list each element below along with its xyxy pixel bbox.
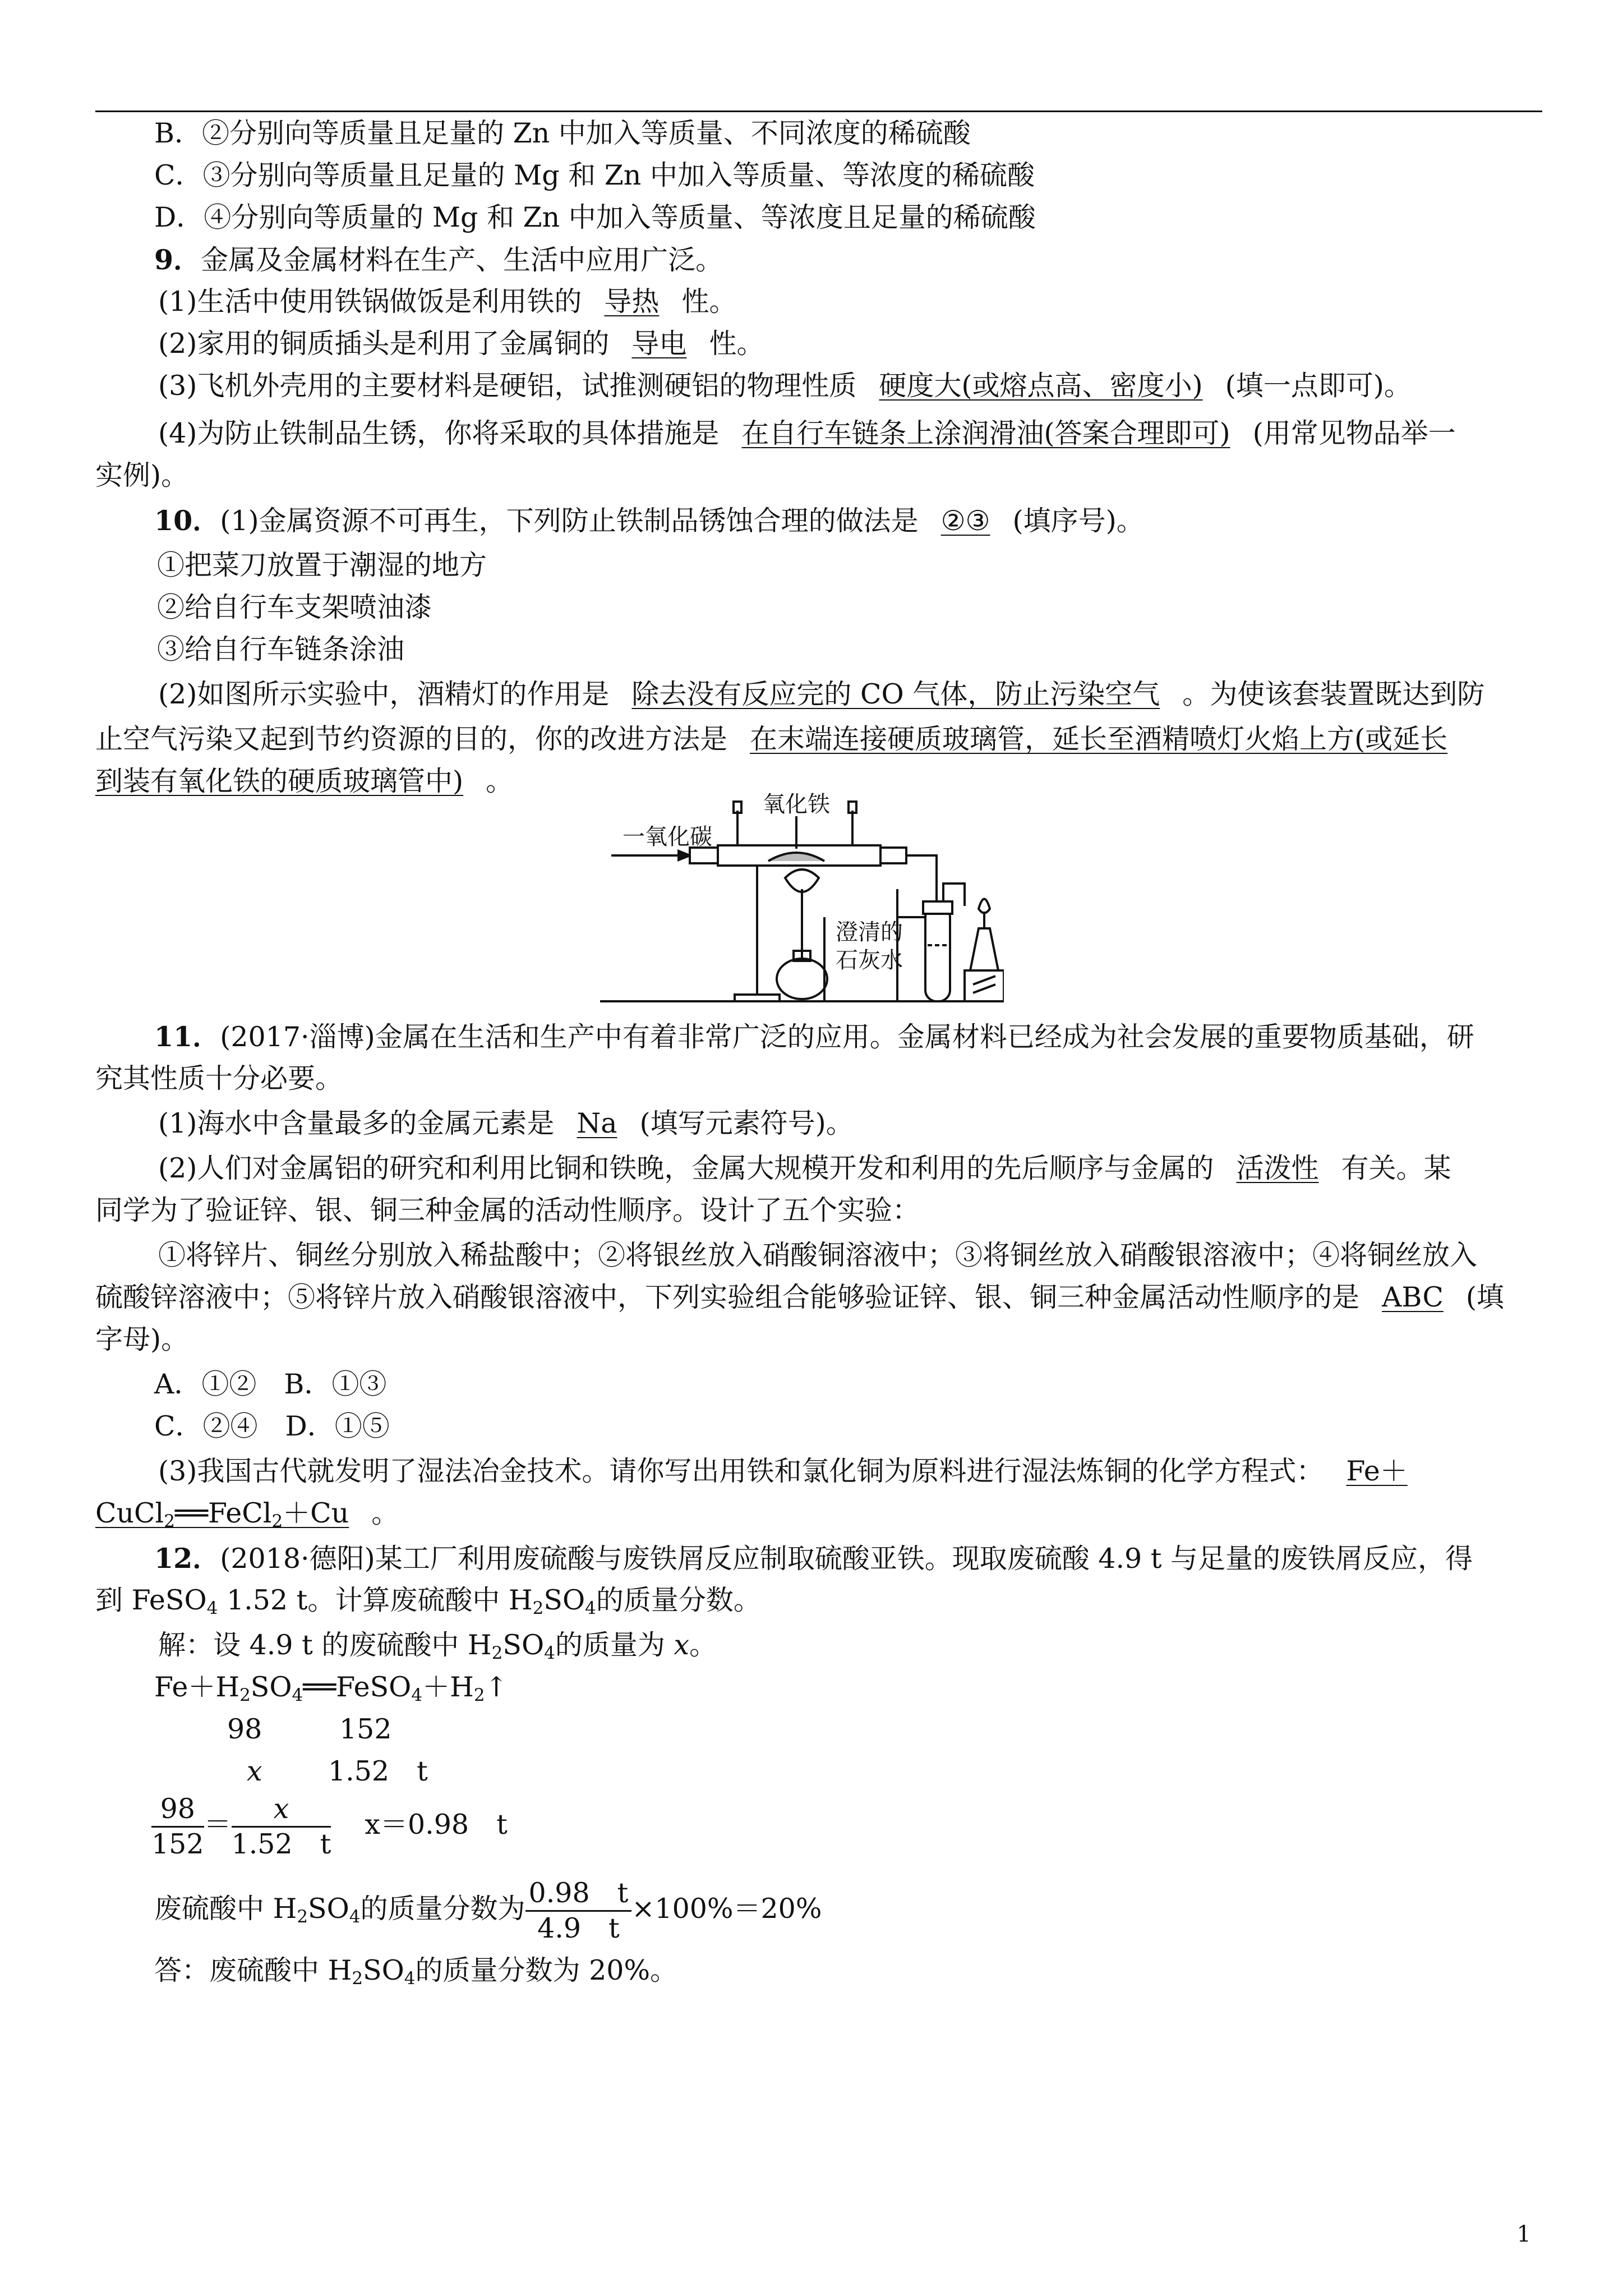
q9-part1-text: (1)生活中使用铁锅做饭是利用铁的 (158, 286, 582, 318)
q12-stem-text: (2018·德阳)某工厂利用废硫酸与废铁屑反应制取硫酸亚铁。现取废硫酸 4.9 t 与足量的废铁屑反应，得 (220, 1543, 1473, 1575)
q11-part2-line5: 字母)。 (95, 1323, 189, 1355)
q10-part2-answer2b: 到装有氧化铁的硬质玻璃管中) (95, 765, 464, 797)
q10-part2-end: 。 (486, 765, 514, 797)
q10-part2-line3 (95, 765, 513, 798)
q10-option-1: ①把菜刀放置于潮湿的地方 (157, 549, 487, 581)
q11-part1-tail: (填写元素符号)。 (639, 1107, 854, 1139)
q9-part2-text: (2)家用的铜质插头是利用了金属铜的 (158, 328, 610, 360)
page-number: 1 (1516, 2221, 1531, 2247)
q11-part2-text: (2)人们对金属铝的研究和利用比铜和铁晚，金属大规模开发和利用的先后顺序与金属的 (158, 1152, 1214, 1184)
q11-part2-line4 (95, 1281, 1504, 1314)
q10-part1-text: (1)金属资源不可再生，下列防止铁制品锈蚀合理的做法是 (220, 505, 919, 537)
q9-part1-answer: 导热 (604, 286, 660, 318)
q11-part3-end: 。 (371, 1497, 399, 1529)
q9-part1 (158, 285, 736, 319)
q10-number: 10． (154, 504, 220, 537)
q10-part2-line2 (95, 723, 1447, 756)
q10-part2-text: (2)如图所示实验中，酒精灯的作用是 (158, 678, 610, 710)
q10-part2-answer: 除去没有反应完的 CO 气体，防止污染空气 (631, 678, 1160, 710)
q10-part1-tail: (填序号)。 (1012, 505, 1144, 537)
figure-label-iron-oxide: 氧化铁 (763, 792, 830, 817)
q11-part2-answer2: ABC (1382, 1281, 1444, 1313)
q9-part3-answer: 硬度大(或熔点高、密度小) (879, 370, 1203, 402)
q11-stem-line2: 究其性质十分必要。 (95, 1062, 343, 1094)
q9-part4 (158, 417, 1456, 450)
q10-part2-tail: 。为使该套装置既达到防 (1182, 678, 1485, 710)
q12-equals: ＝ (204, 1809, 232, 1841)
q12-proportion (151, 1792, 508, 1861)
q11-part3-answer1: Fe＋ (1346, 1455, 1408, 1487)
q11-part2-line3: ①将锌片、铜丝分别放入稀盐酸中；②将银丝放入硝酸铜溶液中；③将铜丝放入硝酸银溶液中；④将铜丝放入 (158, 1239, 1478, 1271)
q11-part3-answer2: CuCl$_2$══FeCl$_2$＋Cu (95, 1497, 349, 1531)
header-rule (95, 111, 1542, 112)
q10-part2 (158, 678, 1484, 711)
figure-label-limewater-2: 石灰水 (836, 947, 903, 973)
q9-part3-tail: (填一点即可)。 (1225, 370, 1412, 402)
q11-options-ab: A．①② B．①③ (154, 1368, 387, 1400)
q10-option-2: ②给自行车支架喷油漆 (157, 591, 432, 623)
q11-part2-line4-tail: (填 (1465, 1281, 1504, 1313)
q11-number: 11． (154, 1020, 220, 1053)
q12-molar-mass-h2so4: 98 (227, 1713, 262, 1745)
q11-part3-text: (3)我国古代就发明了湿法冶金技术。请你写出用铁和氯化铜为原料进行湿法炼铜的化学方程式： (158, 1455, 1324, 1487)
q12-answer: 答：废硫酸中 $H_2SO_4$的质量分数为 20%。 (154, 1954, 678, 1989)
q11-part3 (158, 1455, 1408, 1488)
q9-part4-tail: (用常见物品举一 (1252, 417, 1456, 449)
q11-part2-answer: 活泼性 (1236, 1152, 1319, 1184)
q9-stem-text: 金属及金属材料在生产、生活中应用广泛。 (201, 244, 723, 276)
q9-part1-tail: 性。 (681, 286, 737, 318)
q9-part2 (158, 327, 764, 361)
q12-result-x: x＝0.98 t (365, 1809, 508, 1841)
q8-option-d: D．④分别向等质量的 Mg 和 Zn 中加入等质量、等浓度且足量的稀硫酸 (154, 201, 1036, 233)
q12-molar-mass-feso4: 152 (339, 1713, 392, 1745)
q11-part3-line2 (95, 1497, 399, 1530)
q12-stem (154, 1542, 1473, 1576)
q12-equation: $Fe+H_2SO_4══FeSO_4+H_2↑$ (154, 1671, 508, 1705)
q9-part2-tail: 性。 (709, 328, 764, 360)
q12-number: 12． (154, 1542, 220, 1575)
q10-part1-answer: ②③ (940, 505, 990, 537)
q11-part1-answer: Na (577, 1107, 617, 1139)
q12-stem-line2: 到 FeSO$_4$ 1.52 t。计算废硫酸中 $H_2SO_4$的质量分数。 (95, 1584, 761, 1618)
q11-part2-line2: 同学为了验证锌、银、铜三种金属的活动性顺序。设计了五个实验： (95, 1194, 920, 1226)
q10-option-3: ③给自行车链条涂油 (157, 633, 405, 665)
q11-part2-tail: 有关。某 (1341, 1152, 1451, 1184)
q12-mass-fraction-frac: $\frac{0.98 t}{4.9 t}$ (525, 1876, 632, 1945)
q11-part1 (158, 1107, 854, 1140)
q9-part4-continued: 实例)。 (95, 459, 189, 491)
q9-part4-text: (4)为防止铁制品生锈，你将采取的具体措施是 (158, 417, 720, 449)
q10-part1 (154, 504, 1144, 538)
q9-part3-text: (3)飞机外壳用的主要材料是硬铝，试推测硬铝的物理性质 (158, 370, 857, 402)
figure-label-co: 一氧化碳 (623, 824, 712, 850)
q11-part2-line4-text: 硫酸锌溶液中；⑤将锌片放入硝酸银溶液中，下列实验组合能够验证锌、银、铜三种金属活动性顺序的是 (95, 1281, 1360, 1313)
q12-fraction-right: $\frac{x}{1.52 t}$ (231, 1793, 331, 1860)
figure-label-limewater-1: 澄清的 (836, 919, 903, 945)
q12-solution-setup: 解：设 4.9 t 的废硫酸中 $H_2SO_4$的质量为 x。 (158, 1629, 717, 1663)
q9-part2-answer: 导电 (631, 328, 687, 360)
q11-part1-text: (1)海水中含量最多的金属元素是 (158, 1107, 555, 1139)
q9-number: 9． (154, 243, 201, 276)
q9-part3 (158, 369, 1412, 403)
q12-var-mass: 1.52 t (328, 1755, 428, 1787)
q12-var-x: x (247, 1755, 262, 1787)
co-reduction-apparatus-figure (600, 777, 1004, 1013)
q11-options-cd: C．②④ D．①⑤ (154, 1410, 390, 1442)
q10-part2-line2-text: 止空气污染又起到节约资源的目的，你的改进方法是 (95, 723, 728, 755)
q11-stem-text: (2017·淄博)金属在生活和生产中有着非常广泛的应用。金属材料已经成为社会发展的重要物质基础，研 (220, 1021, 1474, 1053)
q8-option-c: C．③分别向等质量且足量的 Mg 和 Zn 中加入等质量、等浓度的稀硫酸 (154, 159, 1035, 191)
q9-stem (154, 243, 723, 277)
q11-stem (154, 1020, 1474, 1054)
q12-fraction-left: $\frac{98}{152}$ (151, 1793, 204, 1860)
q12-mass-fraction: 废硫酸中 $H_2SO_4$的质量分数为 $\frac{0.98 t}{4.9 t}$ ×100%＝20% (154, 1877, 822, 1944)
q11-part2 (158, 1152, 1451, 1185)
q8-option-b: B．②分别向等质量且足量的 Zn 中加入等质量、不同浓度的稀硫酸 (154, 117, 971, 149)
q10-part2-answer2a: 在末端连接硬质玻璃管，延长至酒精喷灯火焰上方(或延长 (750, 723, 1448, 755)
q9-part4-answer: 在自行车链条上涂润滑油(答案合理即可) (741, 417, 1230, 449)
